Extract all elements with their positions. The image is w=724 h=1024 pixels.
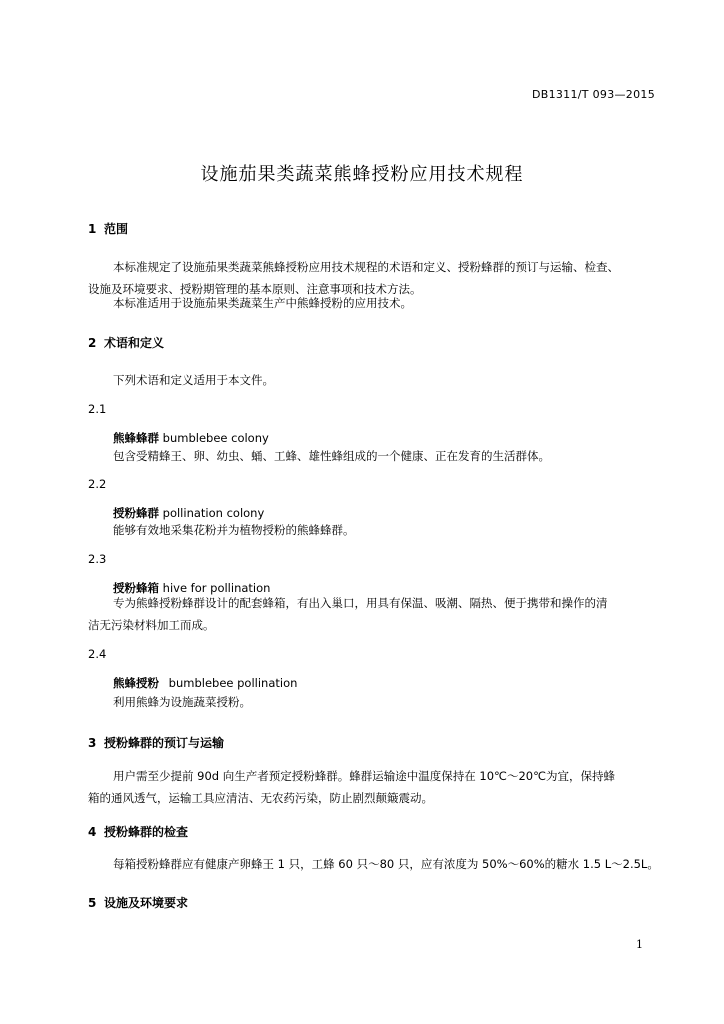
term-2-1-definition: 包含受精蜂王、卵、幼虫、蛹、工蜂、雄性蜂组成的一个健康、正在发育的生活群体。: [113, 449, 550, 463]
term-2-4-number: 2.4: [88, 647, 107, 661]
term-english: hive for pollination: [162, 581, 271, 595]
term-2-3-number: 2.3: [88, 552, 107, 566]
term-2-1: [113, 430, 269, 446]
section-4-paragraph: [88, 853, 660, 875]
text-line: 每箱授粉蜂群应有健康产卵蜂王 1 只，工蜂 60 只～80 只，应有浓度为 50%～60%的糖水 1.5 L～2.5L。: [113, 857, 659, 871]
section-1-heading: [88, 220, 128, 237]
section-title: 授粉蜂群的检查: [104, 825, 189, 839]
section-number: 1: [88, 222, 97, 236]
term-2-4-definition: 利用熊蜂为设施蔬菜授粉。: [113, 695, 251, 709]
term-name: 授粉蜂群: [113, 506, 159, 520]
term-2-2-number: 2.2: [88, 477, 107, 491]
section-title: 范围: [104, 222, 129, 236]
term-english: bumblebee pollination: [168, 676, 298, 690]
section-number: 2: [88, 336, 97, 350]
section-title: 设施及环境要求: [104, 896, 189, 910]
section-title: 术语和定义: [104, 336, 165, 350]
section-2-intro: [88, 369, 660, 391]
section-number: 5: [88, 896, 97, 910]
term-english: bumblebee colony: [162, 431, 269, 445]
term-english: pollination colony: [162, 506, 265, 520]
section-number: 3: [88, 736, 97, 750]
section-5-heading: [88, 894, 188, 911]
term-2-2: [113, 505, 264, 521]
text-line: 箱的通风透气，运输工具应清洁、无农药污染，防止剧烈颠簸震动。: [88, 791, 433, 805]
section-number: 4: [88, 825, 97, 839]
page-title: 设施茄果类蔬菜熊蜂授粉应用技术规程: [200, 164, 524, 185]
section-2-heading: [88, 334, 164, 351]
section-4-heading: [88, 823, 188, 840]
text-line: 用户需至少提前 90d 向生产者预定授粉蜂群。蜂群运输途中温度保持在 10℃～20℃为宜，保持蜂: [113, 769, 615, 783]
term-2-2-definition: 能够有效地采集花粉并为植物授粉的熊蜂蜂群。: [113, 523, 355, 537]
term-name: 熊蜂蜂群: [113, 431, 159, 445]
text-line: 下列术语和定义适用于本文件。: [113, 373, 274, 387]
document-number: DB1311/T 093—2015: [531, 88, 655, 101]
text-line: 专为熊蜂授粉蜂群设计的配套蜂箱，有出入巢口，用具有保温、吸潮、隔热、便于携带和操作的清: [113, 596, 608, 610]
page-number: 1: [636, 938, 643, 951]
section-title: 授粉蜂群的预订与运输: [104, 736, 225, 750]
term-name: 熊蜂授粉: [113, 676, 159, 690]
section-3-heading: [88, 734, 224, 751]
section-1-paragraph-2: [88, 292, 660, 314]
term-2-3-definition: [88, 592, 660, 636]
term-2-4: [113, 675, 297, 691]
term-name: 授粉蜂箱: [113, 581, 159, 595]
text-line: 洁无污染材料加工而成。: [88, 618, 215, 632]
text-line: 本标准适用于设施茄果类蔬菜生产中熊蜂授粉的应用技术。: [113, 296, 412, 310]
section-3-paragraph: [88, 765, 660, 809]
text-line: 本标准规定了设施茄果类蔬菜熊蜂授粉应用技术规程的术语和定义、授粉蜂群的预订与运输、检查、: [113, 260, 619, 274]
text-line: 设施及环境要求、授粉期管理的基本原则、注意事项和技术方法。: [88, 282, 422, 296]
term-2-1-number: 2.1: [88, 402, 107, 416]
